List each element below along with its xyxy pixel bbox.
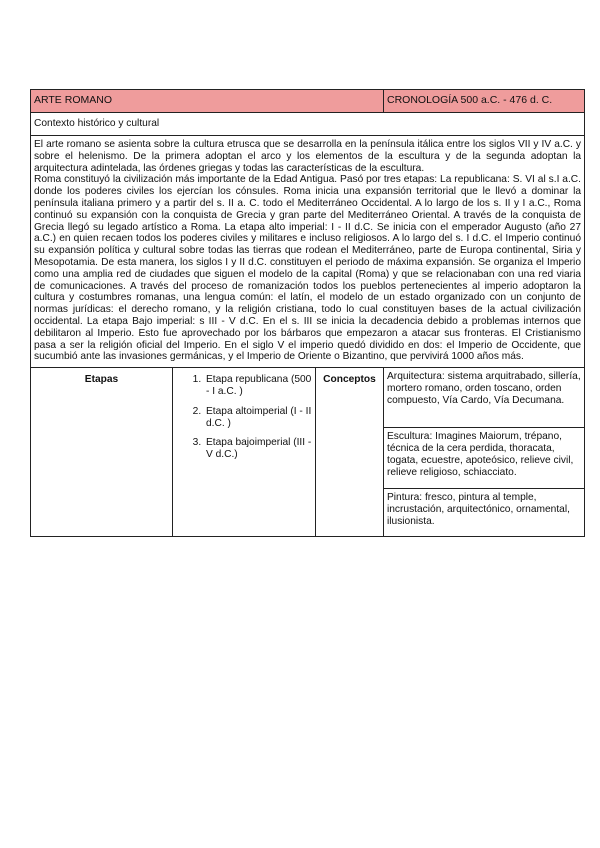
list-item: 3. Etapa bajoimperial (III - V d.C.) [204,437,312,461]
context-paragraph: El arte romano se asienta sobre la cultura etrusca que se desarrolla en la península itálica entre los siglos VII y IV a.C. y sobre el helenismo. De la primera adoptan el arco y los elementos de la escultura y de la segunda adoptan la arquitectura adintelada, las órdenes griegas y todas las características de la escultura. [34,139,581,174]
concept-sculpture: Escultura: Imagines Maiorum, trépano, técnica de la cera perdida, thoracata, togata, ecuestre, apoteósico, relieve civil, relieve religioso, schiacciato. [384,428,585,489]
document-sheet [30,89,584,537]
concept-painting: Pintura: fresco, pintura al temple, incrustación, arquitectónico, ornamental, ilusionista. [384,489,585,537]
chronology-label: CRONOLOGÍA 500 a.C. - 476 d. C. [384,90,585,113]
stages-list-cell [173,368,316,537]
header-row [31,90,585,113]
page-title: ARTE ROMANO [31,90,384,113]
concepts-label: Conceptos [316,368,384,537]
concept-row-architecture [31,368,585,428]
context-body-row [31,136,585,368]
context-label: Contexto histórico y cultural [31,113,585,136]
stages-label: Etapas [31,368,173,537]
context-paragraph: Roma constituyó la civilización más importante de la Edad Antigua. Pasó por tres etapas: La republicana: S. VI al s.I a.C. donde los poderes civiles los ejercían los cónsules. Roma inicia una expansión territorial que le llevó a dominar la península italiana primero y a partir del s. II a. C. todo el Mediterráneo Occidental. A lo largo de los s. II y I a.C., Roma continuó su expansión con la conquista de Grecia y gran parte del Mediterráneo Oriental. A través de la conquista de Grecia llegó su legado artístico a Roma. La etapa alto imperial: I - II d.C. Se inicia con el emperador Augusto (año 27 a.C.) en quien recaen todos los poderes civiles y militares e incluso religiosos. A lo largo del s. I d.C. el Imperio continuó su expansión política y cultural sobre todas las tierras que rodean el Mediterráneo, parte de Europa continental, Siria y Mesopotamia. De esta manera, los siglos I y II d.C. constituyen el periodo de máxima expansión. Se organiza el Imperio como una amplia red de ciudades que siguen el modelo de la capital (Roma) y que se relacionaban con una red viaria de comunicaciones. A través del proceso de romanización todos los pueblos pertenecientes al imperio adoptaron la cultura y costumbres romanas, una lengua común: el latín, el modelo de un estado organizado con un conjunto de normas jurídicas: el derecho romano, y la religión cristiana, todo lo cual constituyen bases de la actual civilización occidental. La etapa Bajo imperial: s III - V d.C. En el s. III se inicia la decadencia debido a problemas internos que debilitaron al Imperio. Esto fue aprovechado por los bárbaros que empezaron a atacar sus fronteras. El Cristianismo pasa a ser la religión oficial del Imperio. En el siglo V el imperio quedó dividido en dos: el Imperio de Occidente, que sucumbió ante las invasiones germánicas, y el Imperio de Oriente o Bizantino, que pervivirá 1000 años más. [34,174,581,363]
stages-list [176,374,312,461]
context-body [31,136,585,368]
context-label-row [31,113,585,136]
list-item: 2. Etapa altoimperial (I - II d.C. ) [204,406,312,430]
art-summary-table [30,89,585,537]
list-item: 1. Etapa republicana (500 - I a.C. ) [204,374,312,398]
concept-architecture: Arquitectura: sistema arquitrabado, sillería, mortero romano, orden toscano, orden compuesto, Vía Cardo, Vía Decumana. [384,368,585,428]
